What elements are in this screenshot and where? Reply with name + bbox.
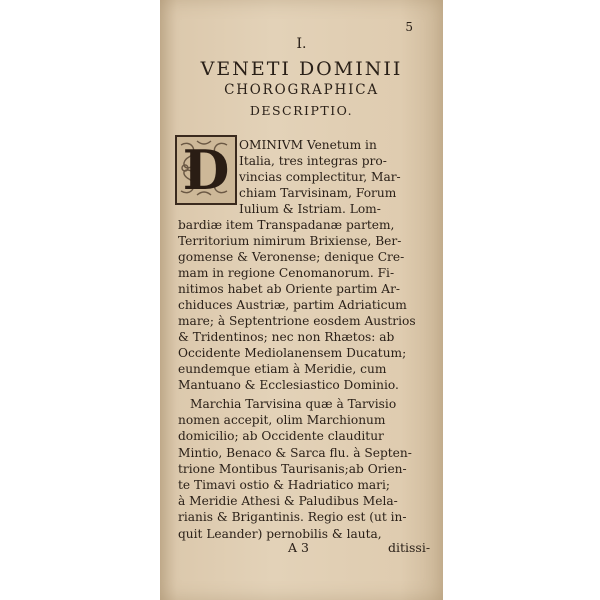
text-line: bardiæ item Transpadanæ partem, <box>178 218 395 232</box>
text-line: à Meridie Athesi & Paludibus Mela- <box>178 494 398 509</box>
text-line: Territorium nimirum Brixiense, Ber- <box>178 234 402 248</box>
text-line: eundemque etiam à Meridie, cum <box>178 362 387 376</box>
text-line: Mintio, Benaco & Sarca flu. à Septen- <box>178 445 412 460</box>
text-line: trione Montibus Taurisanis;ab Orien- <box>178 461 407 476</box>
text-line: chiam Tarvisinam, Forum <box>239 186 397 200</box>
decorated-initial <box>175 135 237 205</box>
text-line: chiduces Austriæ, partim Adriaticum <box>178 298 407 312</box>
text-line: gomense & Veronense; denique Cre- <box>178 250 405 264</box>
text-line: domicilio; ab Occidente clauditur <box>178 429 384 444</box>
text-line: vincias complectitur, Mar- <box>239 170 401 184</box>
text-line: te Timavi ostio & Hadriatico mari; <box>178 478 390 492</box>
text-line: & Tridentinos; nec non Rhætos: ab <box>178 330 395 344</box>
text-line: mam in regione Cenomanorum. Fi- <box>178 266 395 280</box>
text-line: Iulium & Istriam. Lom- <box>239 202 381 216</box>
title-line-3: DESCRIPTIO. <box>249 103 354 118</box>
text-line: nomen accepit, olim Marchionum <box>178 413 386 428</box>
catchword: ditissi- <box>388 540 431 555</box>
text-line: mare; à Septentrione eosdem Austrios <box>178 314 416 328</box>
text-line: Italia, tres integras pro- <box>239 154 387 168</box>
page-number: 5 <box>405 20 413 34</box>
text-line: Marchia Tarvisina quæ à Tarvisio <box>190 397 397 411</box>
text-line: quit Leander) pernobilis & lauta, <box>178 526 382 541</box>
book-page <box>160 0 443 600</box>
section-number: I. <box>296 36 307 52</box>
title-line-2: CHOROGRAPHICA <box>224 82 379 98</box>
initial-letter: D <box>182 138 230 202</box>
text-line: OMINIVM Venetum in <box>239 138 377 152</box>
text-line: rianis & Brigantinis. Regio est (ut in- <box>178 510 407 525</box>
signature-mark: A 3 <box>288 540 309 555</box>
text-line: Mantuano & Ecclesiastico Dominio. <box>178 378 399 392</box>
text-line: Occidente Mediolanensem Ducatum; <box>178 346 407 360</box>
title-line-1: VENETI DOMINII <box>200 58 403 80</box>
text-line: nitimos habet ab Oriente partim Ar- <box>178 282 401 296</box>
